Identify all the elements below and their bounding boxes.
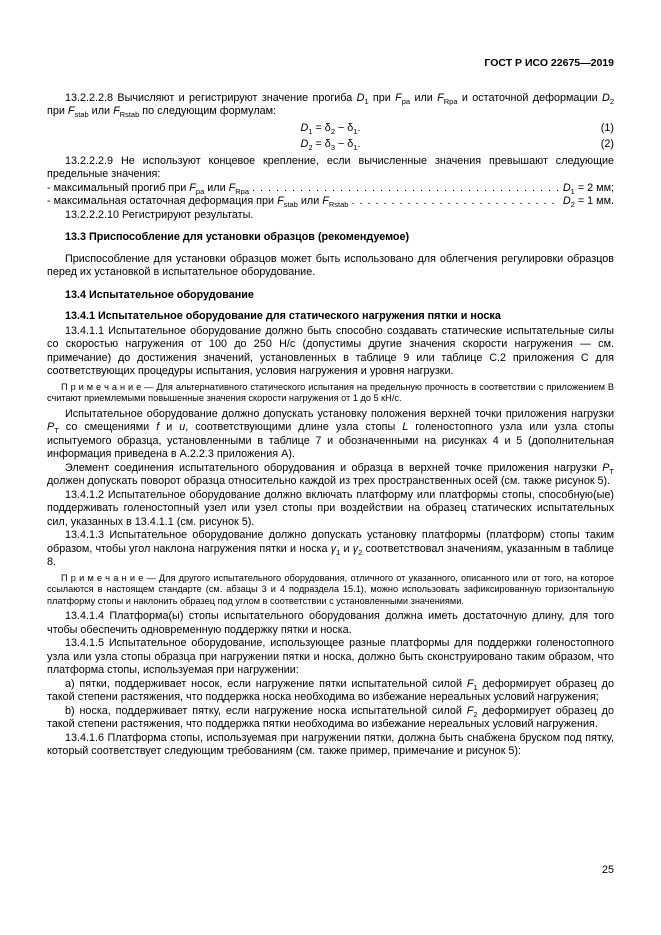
formula-number: (1) [600,121,614,134]
paragraph: b) носка, поддерживает пятку, если нагружение носка испытательной силой $F_2$ деформирует образец до такой степени растяжения, что поддержка пятки необходима во избежание нереальных условий нагружения. [47,704,614,731]
limit-list-item [47,182,614,196]
paragraph: 13.4.1.4 Платформа(ы) стопы испытательного оборудования должна иметь достаточную длину, для того чтобы обеспечить одновременную поддержку пятки и носка. [47,610,614,636]
formula-expression: $D_1 = \delta_2 - \delta_1$. [300,121,361,136]
note-paragraph: П р и м е ч а н и е — Для альтернативного статического испытания на предельную прочность в соответствии с приложением В считают приемлемыми повышенные значения скорости нагружения от 1 до 5 кН/с. [47,381,614,404]
limit-value: $D_2 = 1$ мм. [562,195,614,210]
page-number: 25 [601,864,614,876]
paragraph: Элемент соединения испытательного оборудования и образца в верхней точке приложения нагрузки $P_T$ должен допускать поворот образца относительно каждой из трех пространственных осей (см. также рисунок 5). [47,461,614,488]
section-heading: 13.4 Испытательное оборудование [65,288,254,301]
paragraph: 13.4.1.1 Испытательное оборудование должно быть способно создавать статические испытательные силы со скоростью нагружения от 100 до 250 Н/с (допустимы другие значения скорости нагружения — см. примечание) до достижения значений, установленных в таблице 9 или таблице С.2 приложения С для соответствующих процедуры испытания, условия нагружения и уровня нагрузки. [47,324,614,377]
document-header [47,57,614,71]
limit-value: $D_1 = 2$ мм; [562,181,614,196]
paragraph: 13.2.2.2.9 Не используют концевое крепление, если вычисленные значения превышают следующие предельные значения: [47,154,614,180]
paragraph: 13.2.2.2.10 Регистрируют результаты. [65,208,254,221]
formula [47,138,614,152]
limit-label: - максимальная остаточная деформация при $F_{stab}$ или $F_{Rstab}$ [47,195,349,210]
subsection-heading: 13.4.1 Испытательное оборудование для статического нагружения пятки и носка [65,310,501,322]
paragraph: 13.4.1.5 Испытательное оборудование, использующее разные платформы для поддержки голеностопного узла или узла стопы образца при нагружении пятки и носка, должно быть сконструировано таким образом, что платформа стопы, используемая при нагружении: [47,637,614,677]
dot-leader [252,182,560,196]
limit-label: - максимальный прогиб при $F_{ра}$ или $F_{Rра}$ [47,181,249,196]
dot-leader [351,195,559,209]
formula-number: (2) [600,138,614,150]
paragraph: 13.2.2.2.8 Вычисляют и регистрируют значение прогиба $D_1$ при $F_{ра}$ или $F_{Rра}$ и остаточной деформации $D_2$ при $F_{stab}$ или $F_{Rstab}$ по следующим формулам: [47,91,614,120]
formula [47,122,614,136]
paragraph: Испытательное оборудование должно допускать установку положения верхней точки приложения нагрузки $P_T$ со смещениями f и u, соответствующими длине узла стопы L голеностопного узла или узла стопы испытуемого образца, установленными в таблице 7 и обозначенными на рисунках 4 и 5 (дополнительная информация приведена в А.2.2.3 приложения А). [47,407,614,461]
limit-list-item [47,195,614,209]
paragraph: 13.4.1.6 Платформа стопы, используемая при нагружении пятки, должна быть снабжена бруском под пятку, который соответствует следующим требованиям (см. также пример, примечание и рисунок 5): [47,731,614,758]
paragraph: а) пятки, поддерживает носок, если нагружение пятки испытательной силой $F_1$ деформирует образец до такой степени растяжения, что поддержка носка необходима во избежание нереальных условий нагружения; [47,677,614,704]
formula-expression: $D_2 = \delta_3 - \delta_1$. [300,138,361,153]
paragraph: 13.4.1.2 Испытательное оборудование должно включать платформу или платформы стопы, способную(ые) поддерживать голеностопный узел или узел стопы при воздействии на образец статических испытательных сил, указанных в 13.4.1.1 (см. рисунок 5). [47,488,614,528]
standard-number: ГОСТ Р ИСО 22675—2019 [484,57,614,69]
section-heading: 13.3 Приспособление для установки образцов (рекомендуемое) [65,231,410,243]
paragraph: 13.4.1.3 Испытательное оборудование должно допускать установку платформы (платформ) стопы таким образом, чтобы угол наклона нагружения пятки и носка $\gamma_1$ и $\gamma_2$ соответствовал значениям, указанным в таблице 8. [47,529,615,569]
paragraph: Приспособление для установки образцов может быть использовано для облегчения регулировки образцов перед их установкой в испытательное оборудование. [47,252,614,278]
note-paragraph: П р и м е ч а н и е — Для другого испытательного оборудования, отличного от указанного, описанного или от того, на которое ссылаются в настоящем стандарте (см. абзацы 3 и 4 подраздела 15.1), можно использовать зафиксированную горизонтальную платформу стопы и наклонить образец под углом в соответствии с установленными значениями. [47,572,614,606]
